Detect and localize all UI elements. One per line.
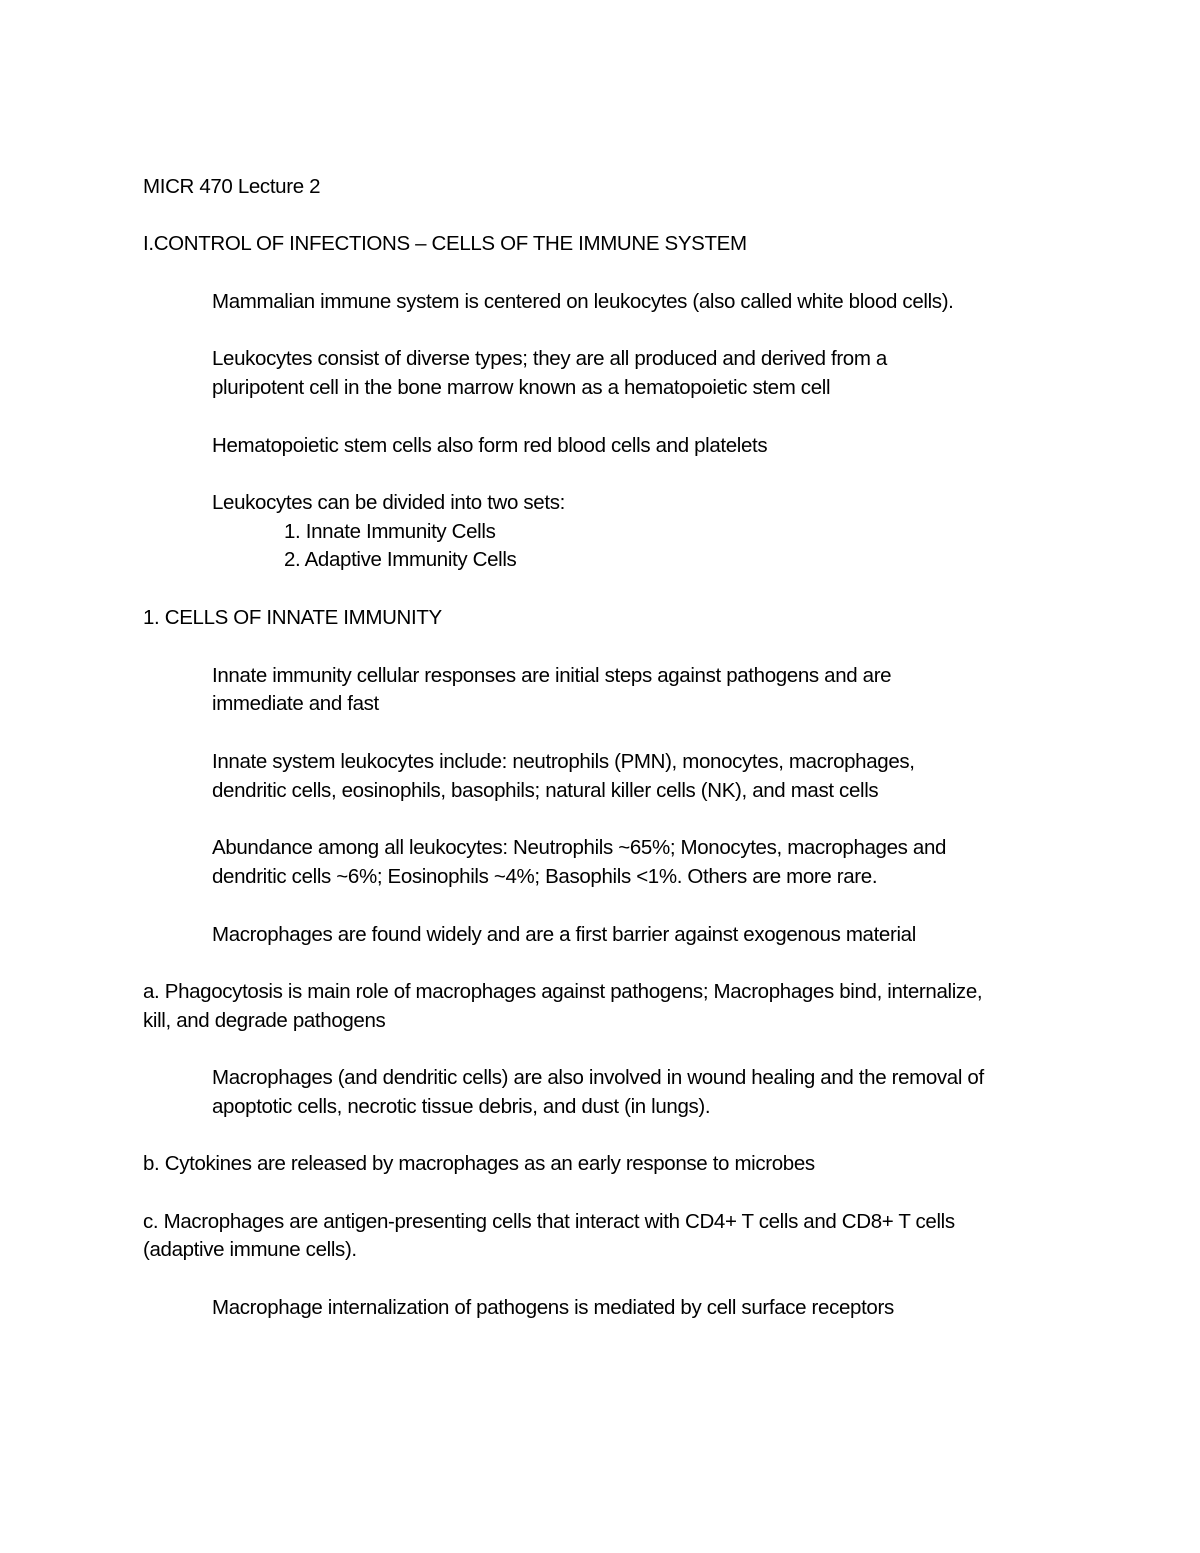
list-item: 2. Adaptive Immunity Cells [284, 548, 517, 571]
point-a: kill, and degrade pathogens [143, 1009, 386, 1032]
point-c-detail: Macrophage internalization of pathogens is mediated by cell surface receptors [212, 1296, 894, 1319]
point-a-detail: apoptotic cells, necrotic tissue debris, and dust (in lungs). [212, 1095, 711, 1118]
point-a: a. Phagocytosis is main role of macrophages against pathogens; Macrophages bind, internalize, [143, 980, 983, 1003]
innate-paragraph: Abundance among all leukocytes: Neutrophils ~65%; Monocytes, macrophages and [212, 836, 947, 859]
innate-paragraph: dendritic cells, eosinophils, basophils; natural killer cells (NK), and mast cells [212, 779, 879, 802]
point-b: b. Cytokines are released by macrophages as an early response to microbes [143, 1152, 815, 1175]
innate-paragraph: dendritic cells ~6%; Eosinophils ~4%; Basophils <1%. Others are more rare. [212, 865, 878, 888]
intro-paragraph: pluripotent cell in the bone marrow known as a hematopoietic stem cell [212, 376, 831, 399]
intro-paragraph: Mammalian immune system is centered on leukocytes (also called white blood cells). [212, 290, 954, 313]
course-title: MICR 470 Lecture 2 [143, 175, 321, 198]
innate-paragraph: Macrophages are found widely and are a first barrier against exogenous material [212, 923, 916, 946]
list-item: 1. Innate Immunity Cells [284, 520, 496, 543]
innate-paragraph: Innate system leukocytes include: neutrophils (PMN), monocytes, macrophages, [212, 750, 915, 773]
innate-paragraph: immediate and fast [212, 692, 379, 715]
point-c: (adaptive immune cells). [143, 1238, 357, 1261]
innate-paragraph: Innate immunity cellular responses are initial steps against pathogens and are [212, 664, 892, 687]
intro-paragraph: Leukocytes consist of diverse types; they are all produced and derived from a [212, 347, 887, 370]
intro-paragraph: Hematopoietic stem cells also form red blood cells and platelets [212, 434, 768, 457]
innate-heading: 1. CELLS OF INNATE IMMUNITY [143, 606, 442, 629]
intro-paragraph: Leukocytes can be divided into two sets: [212, 491, 565, 514]
section-heading: I.CONTROL OF INFECTIONS – CELLS OF THE IMMUNE SYSTEM [143, 232, 747, 255]
point-a-detail: Macrophages (and dendritic cells) are also involved in wound healing and the removal of [212, 1066, 984, 1089]
point-c: c. Macrophages are antigen-presenting cells that interact with CD4+ T cells and CD8+ T cells [143, 1210, 955, 1233]
